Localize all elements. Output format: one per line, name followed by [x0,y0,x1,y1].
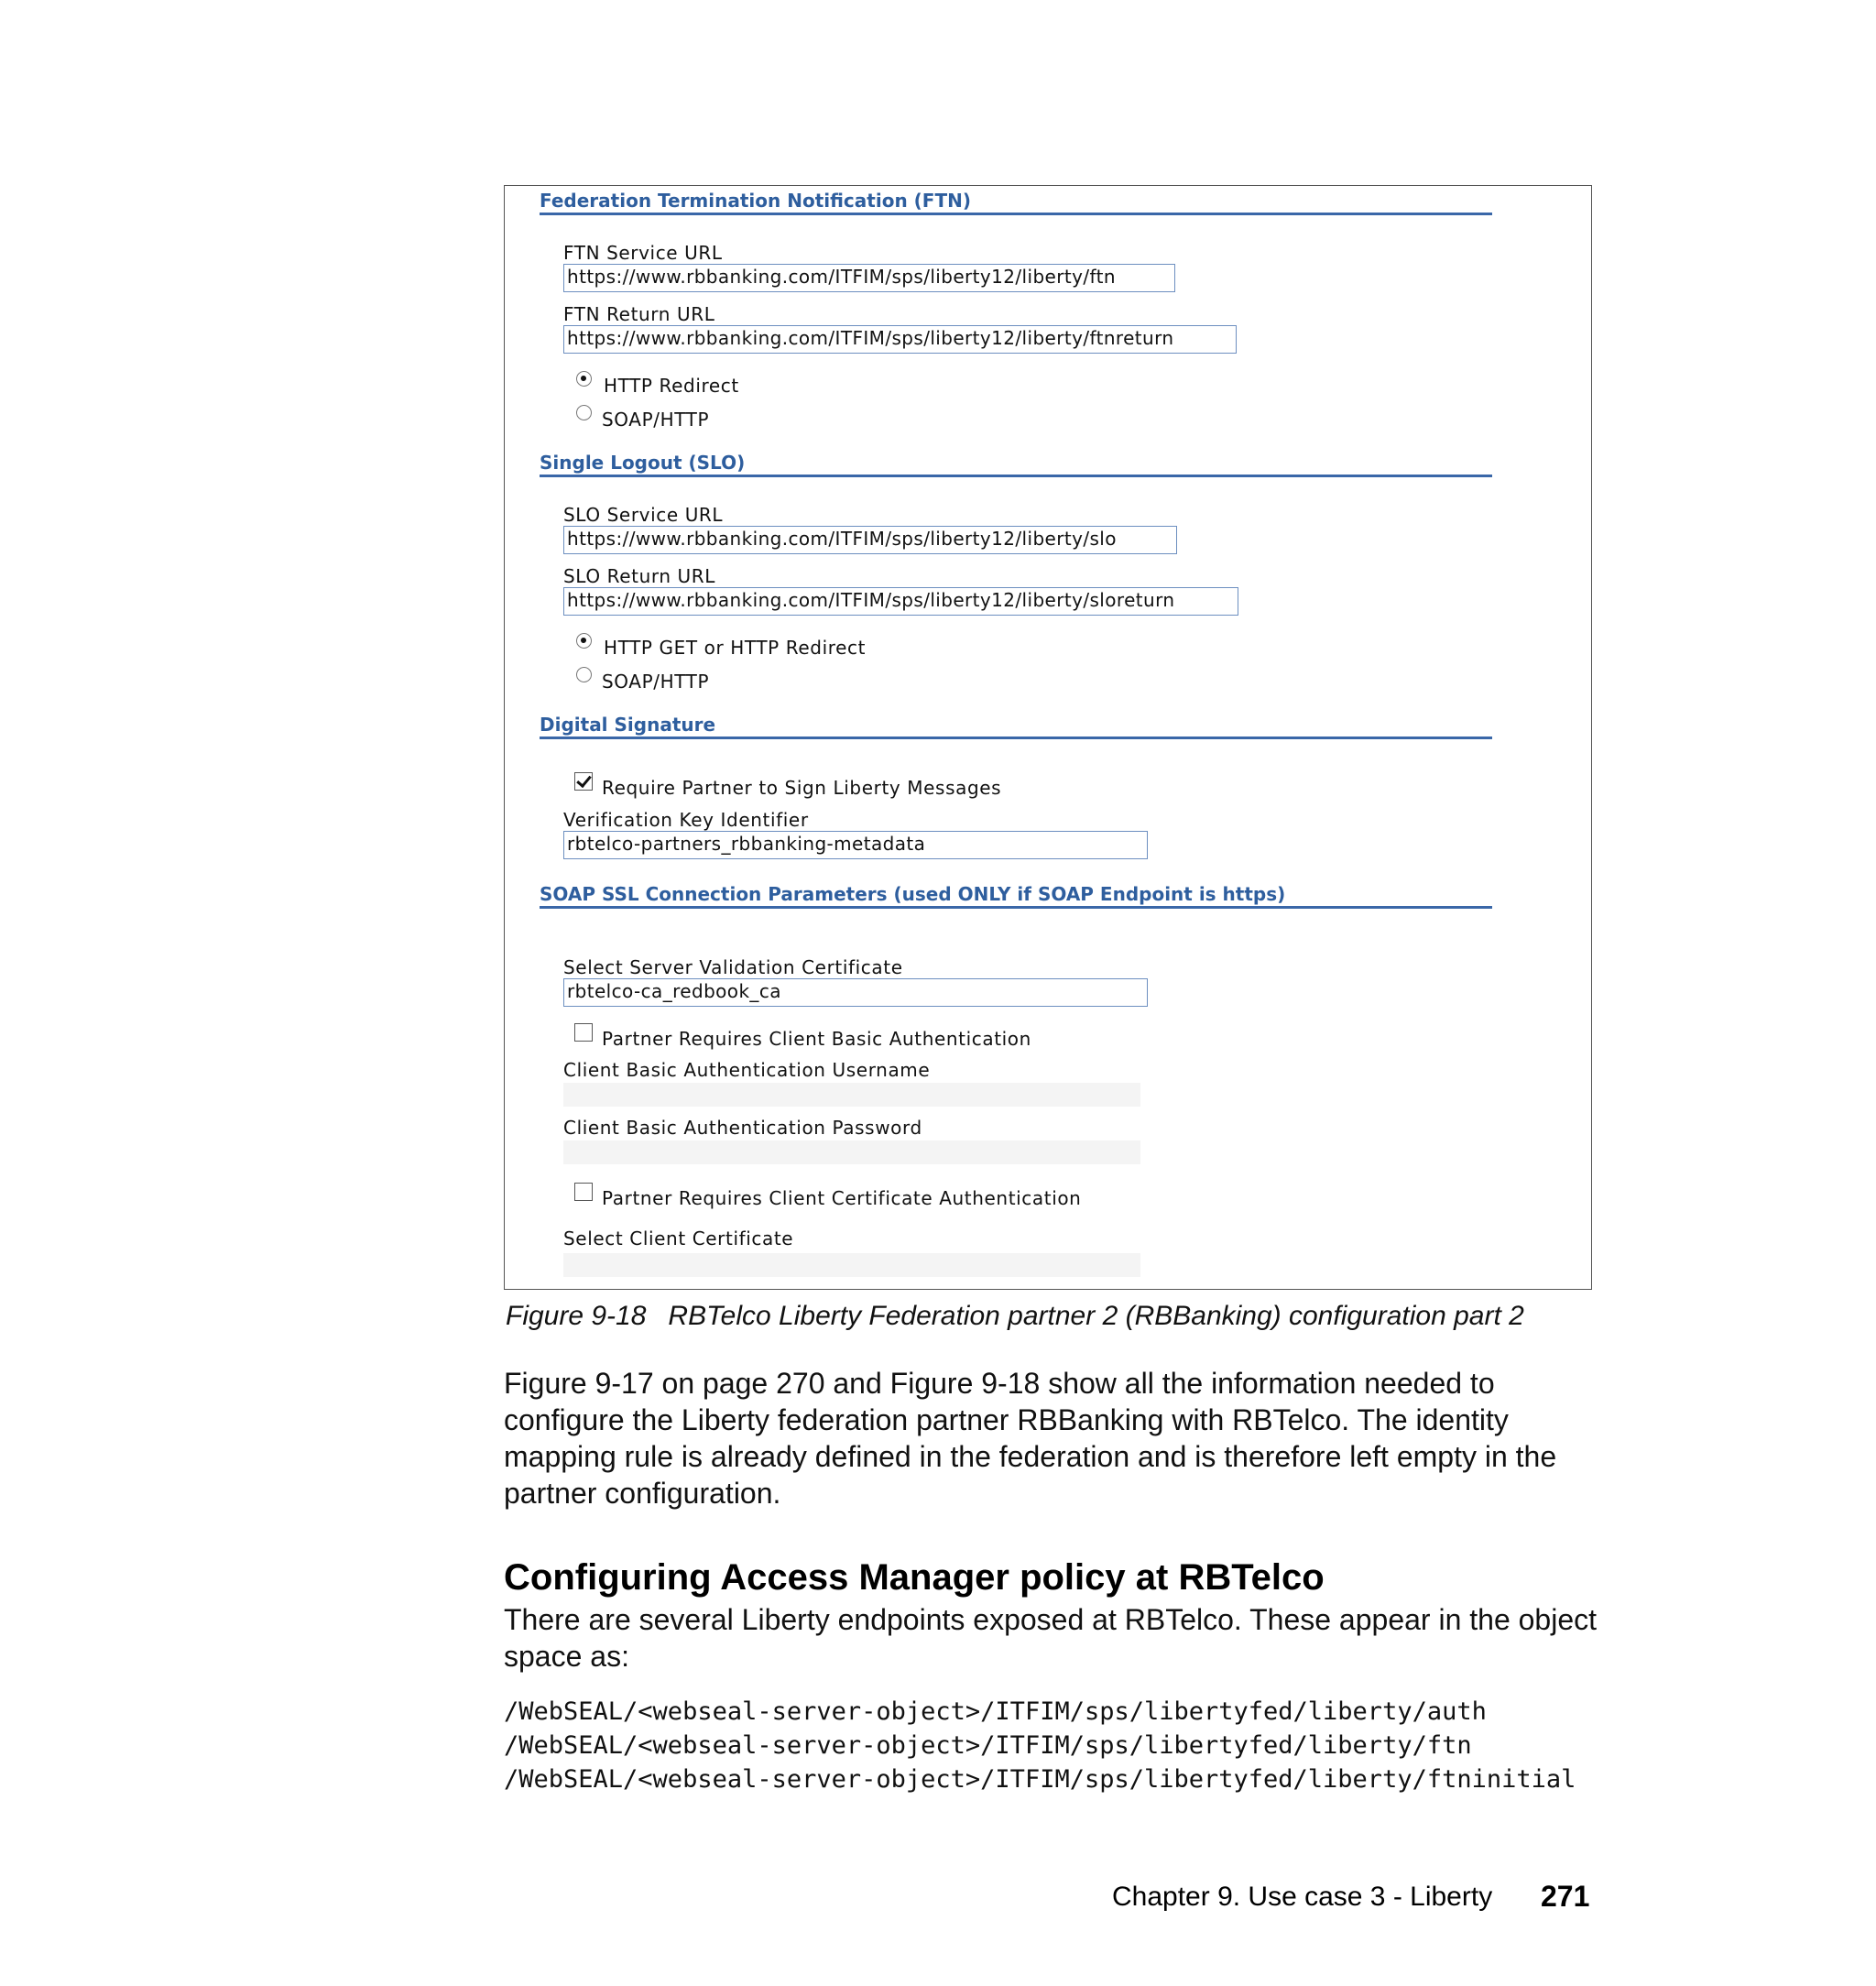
section-heading: Configuring Access Manager policy at RBTelco [504,1557,1325,1598]
basic-auth-username-input[interactable] [563,1083,1140,1107]
body-paragraph-1: Figure 9-17 on page 270 and Figure 9-18 show all the information needed to configure the Liberty federation partner RBBanking with RBTelco. The identity mapping rule is already defined in the federation and is therefore left empty in the partner configuration. [504,1367,1557,1510]
ftn-return-url-label: FTN Return URL [563,303,715,325]
code-line: /WebSEAL/<webseal-server-object>/ITFIM/sps/libertyfed/liberty/auth [504,1697,1487,1726]
slo-service-url-label: SLO Service URL [563,504,724,526]
slo-http-redirect-label: HTTP GET or HTTP Redirect [604,637,867,659]
figure-caption-number: Figure 9-18 [506,1301,647,1331]
slo-section-heading: Single Logout (SLO) [540,452,1492,477]
figure-caption-text: RBTelco Liberty Federation partner 2 (RBBanking) configuration part 2 [668,1301,1524,1331]
basic-auth-label: Partner Requires Client Basic Authentication [602,1028,1031,1050]
basic-auth-password-input[interactable] [563,1140,1140,1164]
ftn-return-url-input[interactable]: https://www.rbbanking.com/ITFIM/sps/liberty12/liberty/ftnreturn [563,325,1237,354]
code-line: /WebSEAL/<webseal-server-object>/ITFIM/sps/libertyfed/liberty/ftn [504,1731,1472,1760]
figure-caption [506,1301,1524,1332]
ftn-service-url-input[interactable]: https://www.rbbanking.com/ITFIM/sps/liberty12/liberty/ftn [563,264,1175,292]
cert-auth-label: Partner Requires Client Certificate Authentication [602,1187,1082,1209]
ftn-http-redirect-radio[interactable] [576,371,592,387]
basic-auth-username-label: Client Basic Authentication Username [563,1059,931,1081]
ftn-soap-http-label: SOAP/HTTP [602,409,710,431]
soap-ssl-section-heading: SOAP SSL Connection Parameters (used ONLY if SOAP Endpoint is https) [540,883,1492,909]
slo-return-url-input[interactable]: https://www.rbbanking.com/ITFIM/sps/liberty12/liberty/sloreturn [563,587,1238,616]
verification-key-label: Verification Key Identifier [563,809,809,831]
figure-screenshot [504,185,1592,1290]
cert-auth-checkbox[interactable] [574,1183,593,1201]
slo-soap-http-label: SOAP/HTTP [602,671,710,693]
code-line: /WebSEAL/<webseal-server-object>/ITFIM/sps/libertyfed/liberty/ftninitial [504,1765,1576,1794]
footer-page-number: 271 [1541,1880,1590,1913]
server-cert-select[interactable]: rbtelco-ca_redbook_ca [563,978,1148,1007]
ftn-http-redirect-label: HTTP Redirect [604,375,739,397]
ftn-soap-http-radio[interactable] [576,405,592,420]
verification-key-input[interactable]: rbtelco-partners_rbbanking-metadata [563,831,1148,859]
ftn-section-heading: Federation Termination Notification (FTN) [540,190,1492,215]
body-paragraph-2: There are several Liberty endpoints exposed at RBTelco. These appear in the object space as: [504,1603,1598,1673]
footer-chapter-title: Chapter 9. Use case 3 - Liberty [1112,1882,1493,1912]
slo-return-url-label: SLO Return URL [563,565,716,587]
slo-http-redirect-radio[interactable] [576,633,592,649]
slo-service-url-input[interactable]: https://www.rbbanking.com/ITFIM/sps/liberty12/liberty/slo [563,526,1177,554]
basic-auth-password-label: Client Basic Authentication Password [563,1117,922,1139]
server-cert-label: Select Server Validation Certificate [563,956,903,978]
code-block [504,1695,1576,1796]
ftn-service-url-label: FTN Service URL [563,242,723,264]
signature-section-heading: Digital Signature [540,714,1492,739]
require-sign-checkbox[interactable] [574,772,593,791]
client-cert-select[interactable] [563,1253,1140,1277]
slo-soap-http-radio[interactable] [576,667,592,682]
client-cert-label: Select Client Certificate [563,1228,794,1249]
basic-auth-checkbox[interactable] [574,1023,593,1042]
require-sign-label: Require Partner to Sign Liberty Messages [602,777,1002,799]
